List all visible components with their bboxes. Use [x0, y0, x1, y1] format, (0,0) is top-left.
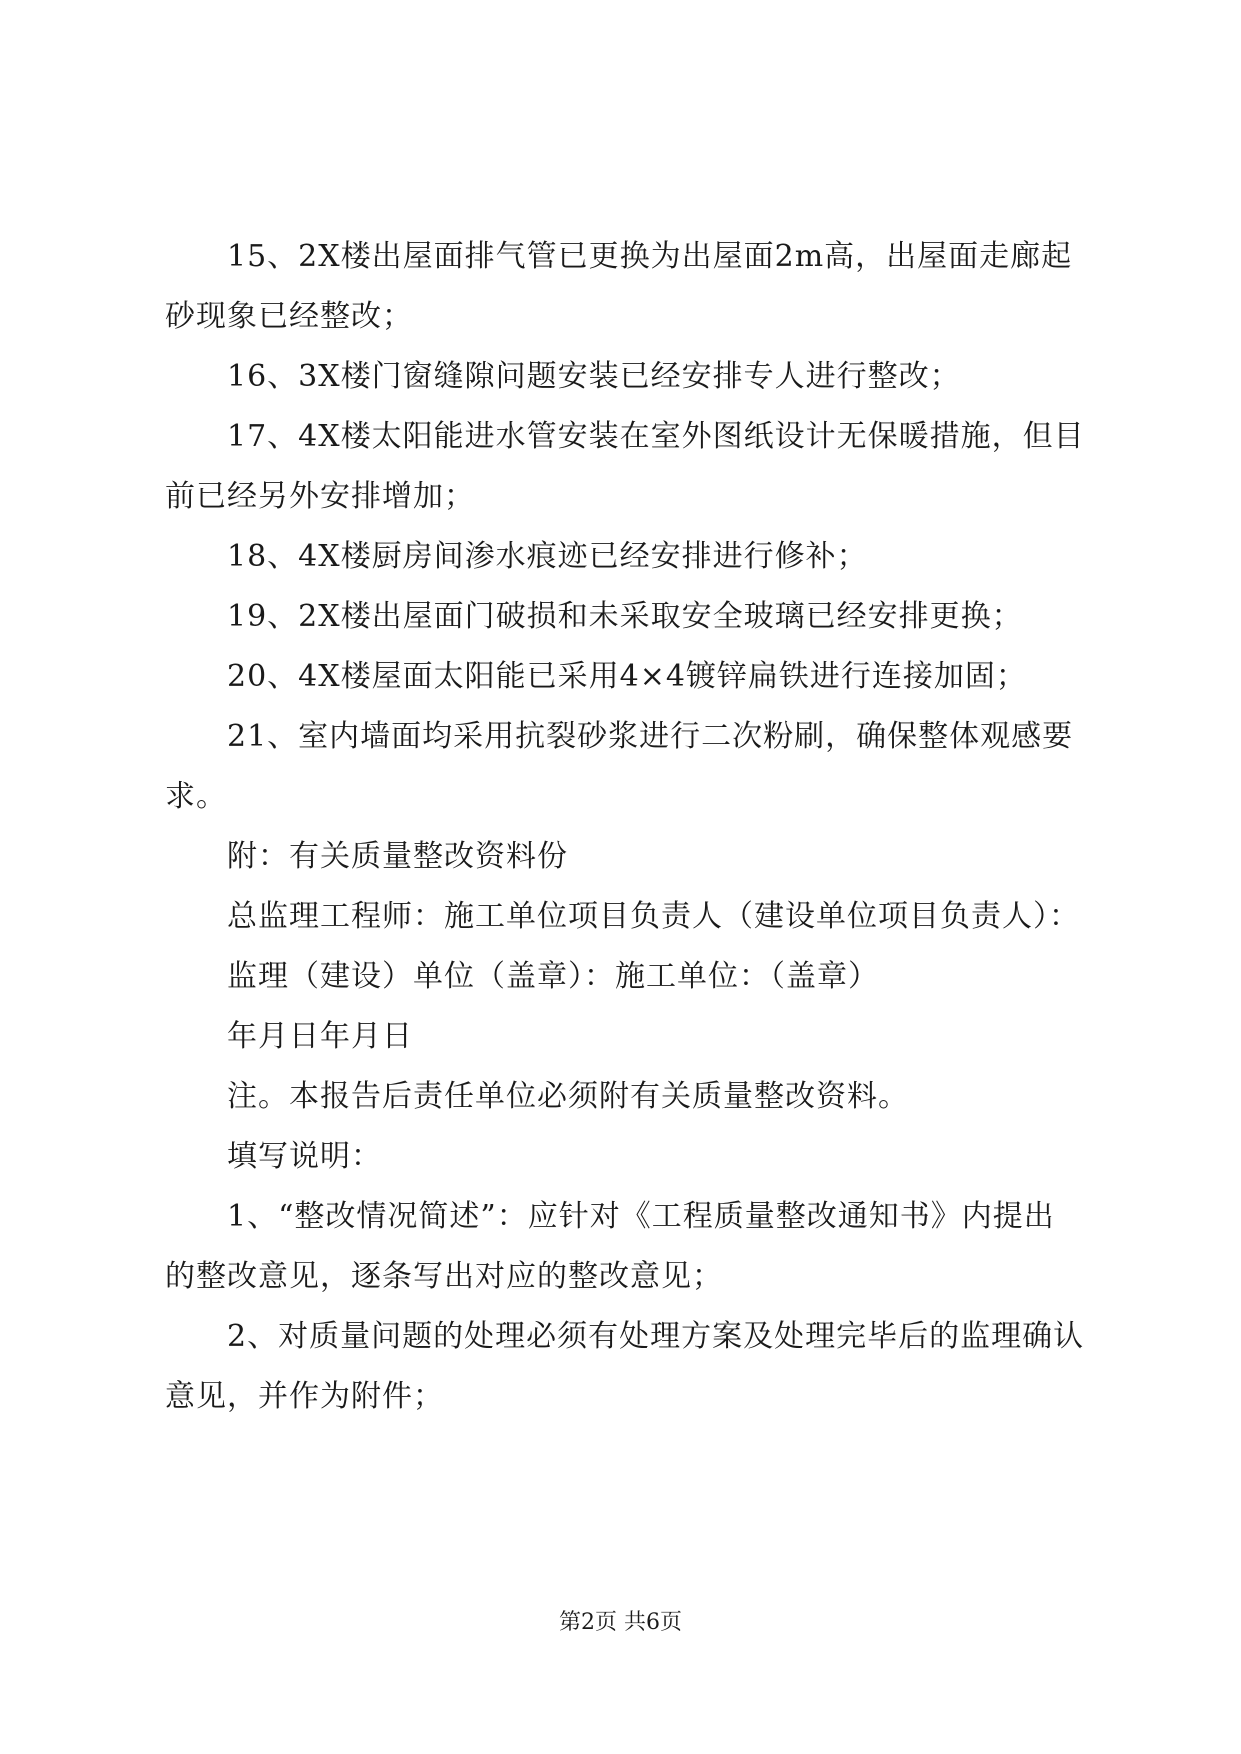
attachment-note: 附：有关质量整改资料份 [227, 839, 568, 874]
paragraph-item-20: 20、4X楼屋面太阳能已采用4×4镀锌扁铁进行连接加固； [227, 659, 1027, 694]
report-note: 注。本报告后责任单位必须附有关质量整改资料。 [227, 1079, 909, 1114]
paragraph-item-15: 15、2X楼出屋面排气管已更换为出屋面2m高，出屋面走廊起砂现象已经整改； [165, 239, 1073, 334]
instruction-item-2: 2、对质量问题的处理必须有处理方案及处理完毕后的监理确认意见，并作为附件； [165, 1319, 1085, 1414]
instructions-heading: 填写说明： [227, 1139, 382, 1174]
page-footer: 第2页 共6页 [559, 1610, 682, 1635]
document-body [165, 227, 1085, 1427]
seal-line: 监理（建设）单位（盖章）：施工单位：（盖章） [227, 959, 879, 994]
paragraph-item-18: 18、4X楼厨房间渗水痕迹已经安排进行修补； [227, 539, 868, 574]
paragraph-item-17: 17、4X楼太阳能进水管安装在室外图纸设计无保暖措施，但目前已经另外安排增加； [165, 419, 1085, 514]
signatory-line: 总监理工程师：施工单位项目负责人（建设单位项目负责人）： [227, 899, 1080, 934]
paragraph-item-19: 19、2X楼出屋面门破损和未采取安全玻璃已经安排更换； [227, 599, 1023, 634]
date-line: 年月日年月日 [227, 1019, 413, 1054]
paragraph-item-21: 21、室内墙面均采用抗裂砂浆进行二次粉刷，确保整体观感要求。 [165, 719, 1074, 814]
instruction-item-1: 1、“整改情况简述”：应针对《工程质量整改通知书》内提出的整改意见，逐条写出对应的整改意见； [165, 1199, 1055, 1294]
paragraph-item-16: 16、3X楼门窗缝隙问题安装已经安排专人进行整改； [227, 359, 961, 394]
